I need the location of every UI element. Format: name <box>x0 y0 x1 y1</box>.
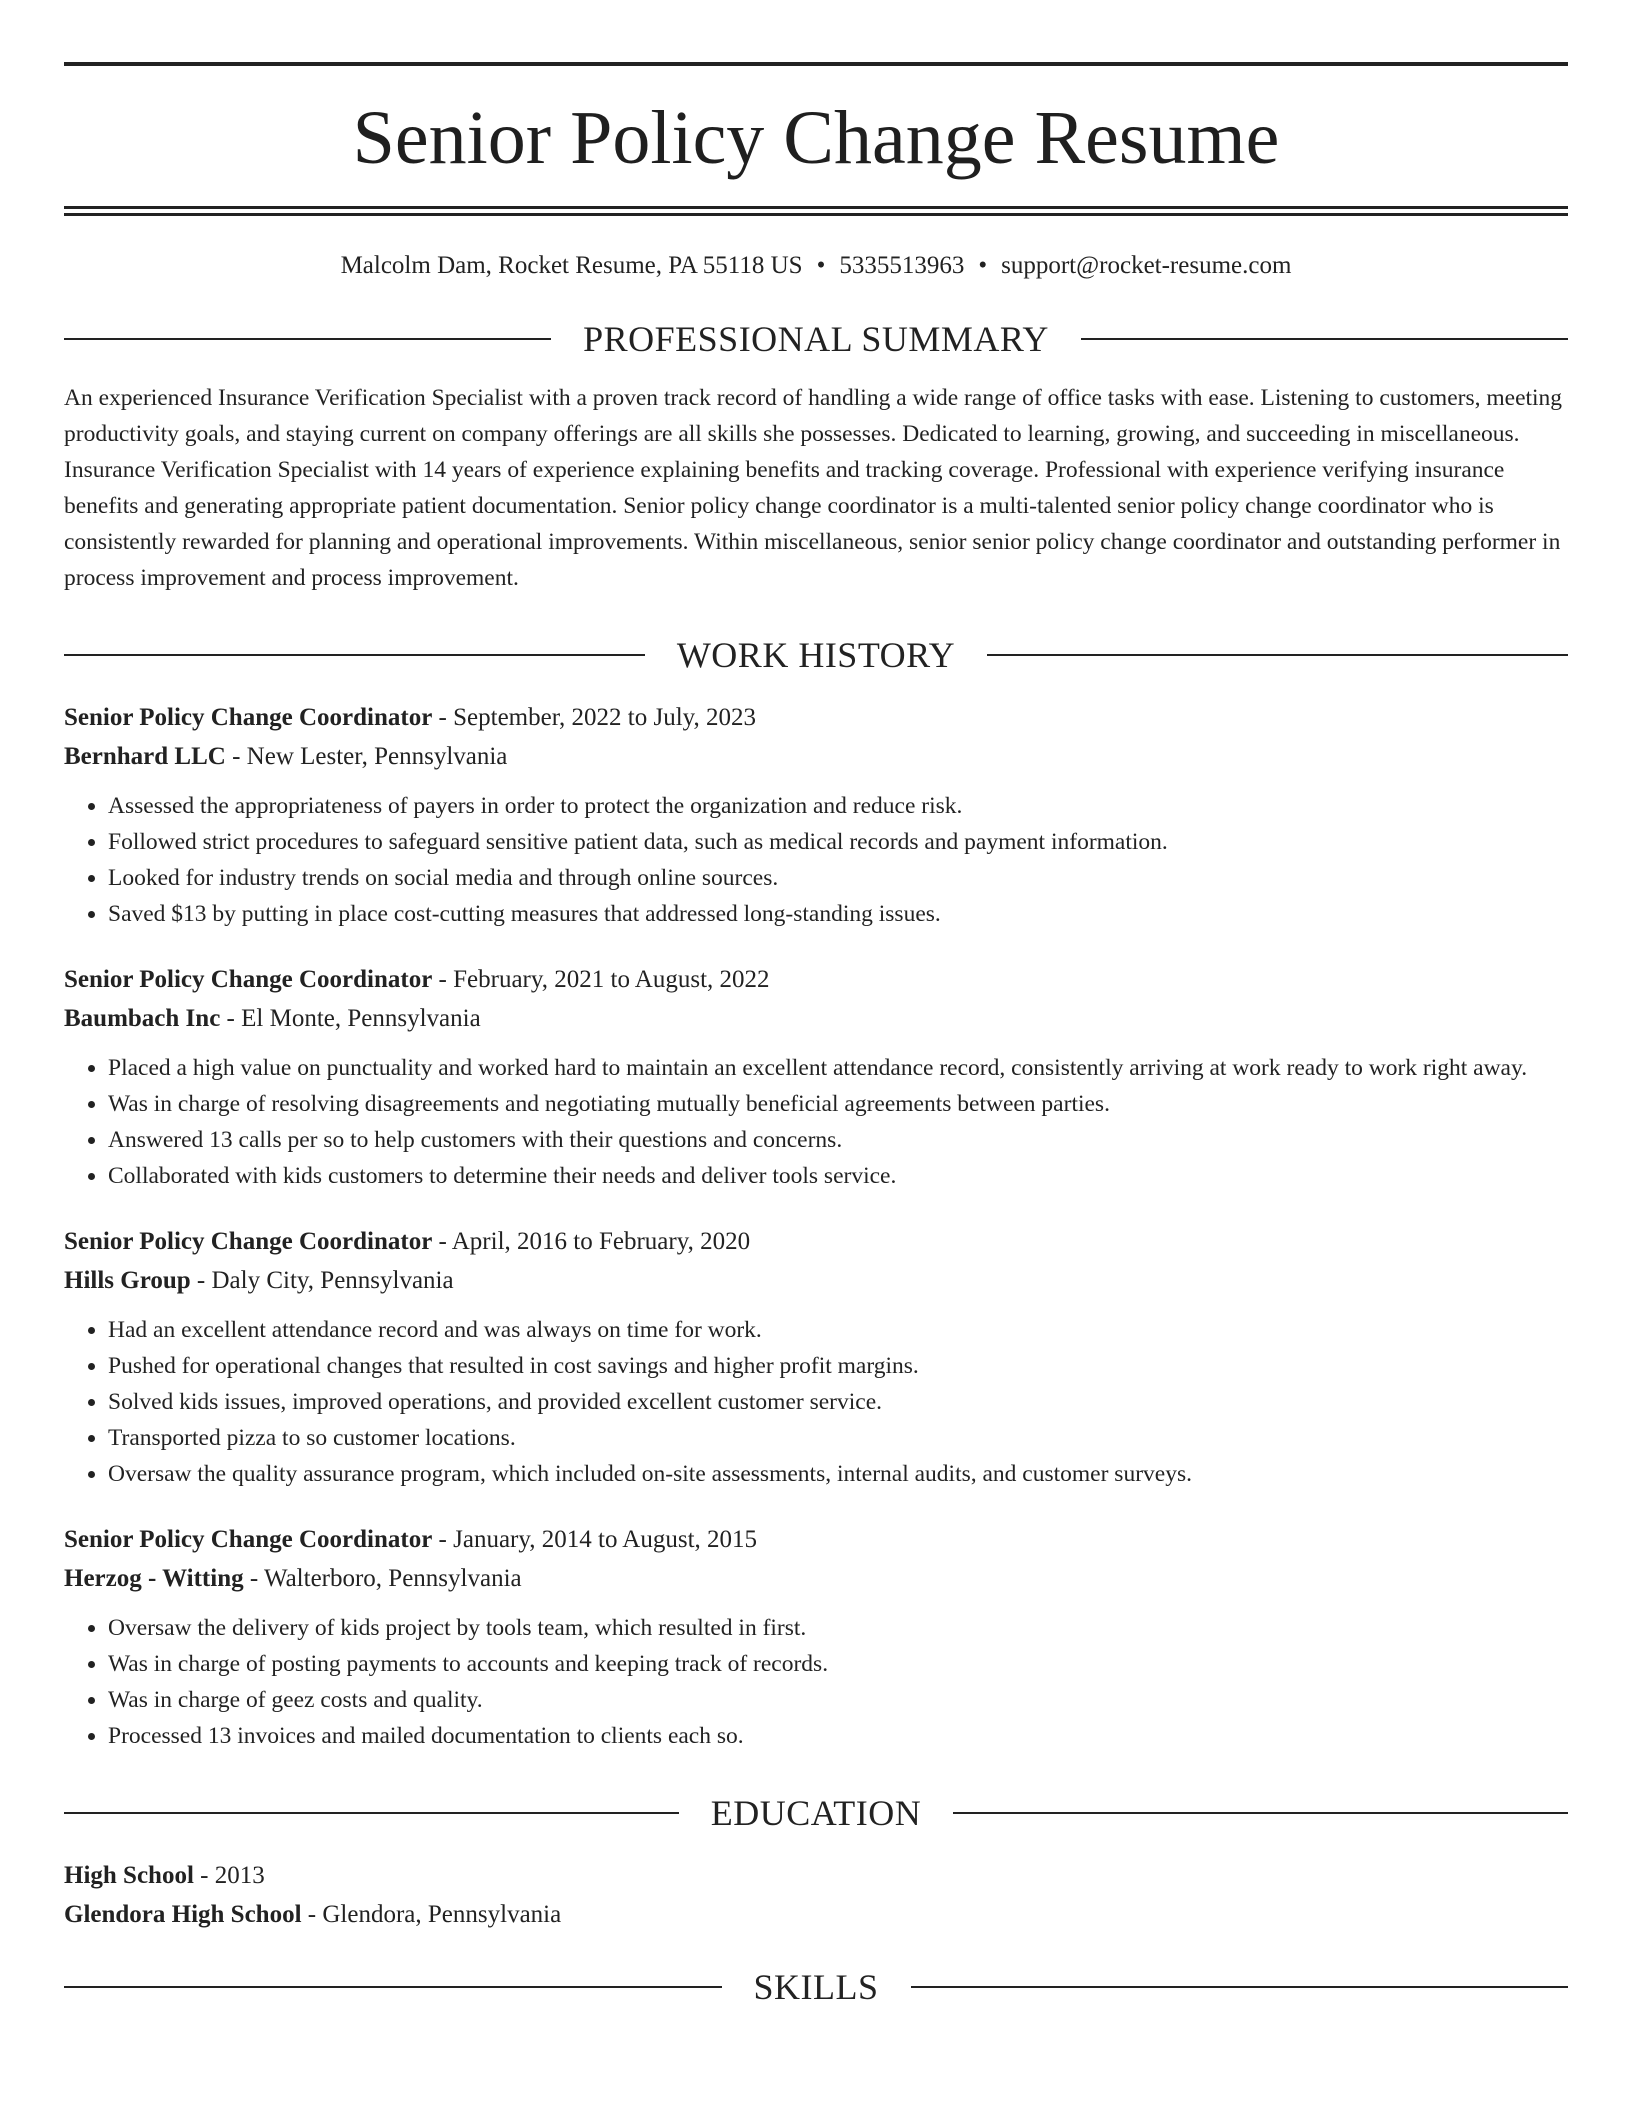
list-item: • Assessed the appropriateness of payers in order to protect the organization and reduce risk. <box>108 788 1568 824</box>
education-location: - Glendora, Pennsylvania <box>301 1901 562 1928</box>
job-company-line <box>64 737 1568 776</box>
job-company: Baumbach Inc <box>64 1005 221 1032</box>
job-company-line <box>64 999 1568 1038</box>
heading-rule-left <box>64 1986 722 1988</box>
work-history-list <box>64 698 1568 1754</box>
job-company: Bernhard LLC <box>64 743 226 770</box>
education-section-heading <box>64 1792 1568 1834</box>
list-item: • Looked for industry trends on social media and through online sources. <box>108 860 1568 896</box>
professional-summary-text: An experienced Insurance Verification Specialist with a proven track record of handling a wide range of office tasks with ease. Listening to customers, meeting productivity goals, and staying current on company offerings are all skills she possesses. Dedicated to learning, growing, and succeeding in miscellaneous. Insurance Verification Specialist with 14 years of experience explaining benefits and tracking coverage. Professional with experience verifying insurance benefits and generating appropriate patient documentation. Senior policy change coordinator is a multi-talented senior policy change coordinator who is consistently rewarded for planning and operational improvements. Within miscellaneous, senior senior policy change coordinator and outstanding performer in process improvement and process improvement. <box>64 385 1563 591</box>
heading-rule-left <box>64 338 551 340</box>
job-dates: - September, 2022 to July, 2023 <box>432 704 757 731</box>
job-title: Senior Policy Change Coordinator <box>64 966 433 993</box>
job-title-line <box>64 1520 1568 1559</box>
job-title: Senior Policy Change Coordinator <box>64 704 433 731</box>
education-degree: High School <box>64 1862 194 1889</box>
list-item: • Placed a high value on punctuality and worked hard to maintain an excellent attendance record, consistently arriving at work ready to work right away. <box>108 1050 1568 1086</box>
work-section-heading <box>64 634 1568 676</box>
job-dates: - February, 2021 to August, 2022 <box>432 966 770 993</box>
job-location: - New Lester, Pennsylvania <box>225 743 508 770</box>
job-company-line <box>64 1559 1568 1598</box>
list-item: • Had an excellent attendance record and was always on time for work. <box>108 1312 1568 1348</box>
heading-rule-left <box>64 654 645 656</box>
work-entry <box>64 1520 1568 1754</box>
job-dates: - April, 2016 to February, 2020 <box>432 1228 751 1255</box>
heading-rule-right <box>1081 338 1568 340</box>
job-location: - Walterboro, Pennsylvania <box>243 1565 522 1592</box>
skills-heading-label: SKILLS <box>753 1967 879 2007</box>
list-item: • Solved kids issues, improved operations, and provided excellent customer service. <box>108 1384 1568 1420</box>
skills-section-heading <box>64 1966 1568 2008</box>
education-school-line <box>64 1895 1568 1934</box>
job-company: Hills Group <box>64 1267 191 1294</box>
list-item: • Oversaw the quality assurance program, which included on-site assessments, internal audits, and customer surveys. <box>108 1456 1568 1492</box>
heading-rule-right <box>987 654 1568 656</box>
job-bullet-list <box>64 1610 1568 1754</box>
job-bullet-list <box>64 788 1568 932</box>
heading-rule-left <box>64 1812 679 1814</box>
job-title-line <box>64 960 1568 999</box>
job-title: Senior Policy Change Coordinator <box>64 1526 433 1553</box>
education-year: - 2013 <box>193 1862 265 1889</box>
education-degree-line <box>64 1856 1568 1895</box>
job-title: Senior Policy Change Coordinator <box>64 1228 433 1255</box>
contact-address: Malcolm Dam, Rocket Resume, PA 55118 US <box>340 252 803 279</box>
contact-phone: 5335513963 <box>839 252 965 279</box>
list-item: • Was in charge of posting payments to accounts and keeping track of records. <box>108 1646 1568 1682</box>
job-location: - El Monte, Pennsylvania <box>220 1005 481 1032</box>
title-double-rule <box>64 206 1568 216</box>
heading-rule-right <box>953 1812 1568 1814</box>
work-heading-label: WORK HISTORY <box>676 635 956 675</box>
list-item: • Pushed for operational changes that resulted in cost savings and higher profit margins. <box>108 1348 1568 1384</box>
list-item: • Answered 13 calls per so to help customers with their questions and concerns. <box>108 1122 1568 1158</box>
list-item: • Followed strict procedures to safeguard sensitive patient data, such as medical records and payment information. <box>108 824 1568 860</box>
list-item: • Collaborated with kids customers to determine their needs and deliver tools service. <box>108 1158 1568 1194</box>
education-school: Glendora High School <box>64 1901 302 1928</box>
job-title-line <box>64 1222 1568 1261</box>
heading-rule-right <box>911 1986 1569 1988</box>
work-entry <box>64 698 1568 932</box>
summary-section-heading <box>64 318 1568 360</box>
list-item: • Processed 13 invoices and mailed documentation to clients each so. <box>108 1718 1568 1754</box>
list-item: • Saved $13 by putting in place cost-cutting measures that addressed long-standing issues. <box>108 896 1568 932</box>
list-item: • Transported pizza to so customer locations. <box>108 1420 1568 1456</box>
education-entry <box>64 1856 1568 1934</box>
job-location: - Daly City, Pennsylvania <box>190 1267 454 1294</box>
list-item: • Oversaw the delivery of kids project by tools team, which resulted in first. <box>108 1610 1568 1646</box>
list-item: • Was in charge of geez costs and quality. <box>108 1682 1568 1718</box>
education-heading-label: EDUCATION <box>710 1793 922 1833</box>
job-company-line <box>64 1261 1568 1300</box>
job-dates: - January, 2014 to August, 2015 <box>432 1526 758 1553</box>
top-rule <box>64 62 1568 66</box>
list-item: • Was in charge of resolving disagreements and negotiating mutually beneficial agreements between parties. <box>108 1086 1568 1122</box>
work-entry <box>64 960 1568 1194</box>
job-company: Herzog - Witting <box>64 1565 244 1592</box>
contact-email: support@rocket-resume.com <box>1001 252 1292 279</box>
job-title-line <box>64 698 1568 737</box>
resume-title: Senior Policy Change Resume <box>352 96 1280 180</box>
work-entry <box>64 1222 1568 1492</box>
contact-separator: • <box>816 252 826 279</box>
contact-line <box>64 252 1568 280</box>
summary-heading-label: PROFESSIONAL SUMMARY <box>583 319 1049 359</box>
contact-separator: • <box>978 252 988 279</box>
job-bullet-list <box>64 1312 1568 1492</box>
job-bullet-list <box>64 1050 1568 1194</box>
